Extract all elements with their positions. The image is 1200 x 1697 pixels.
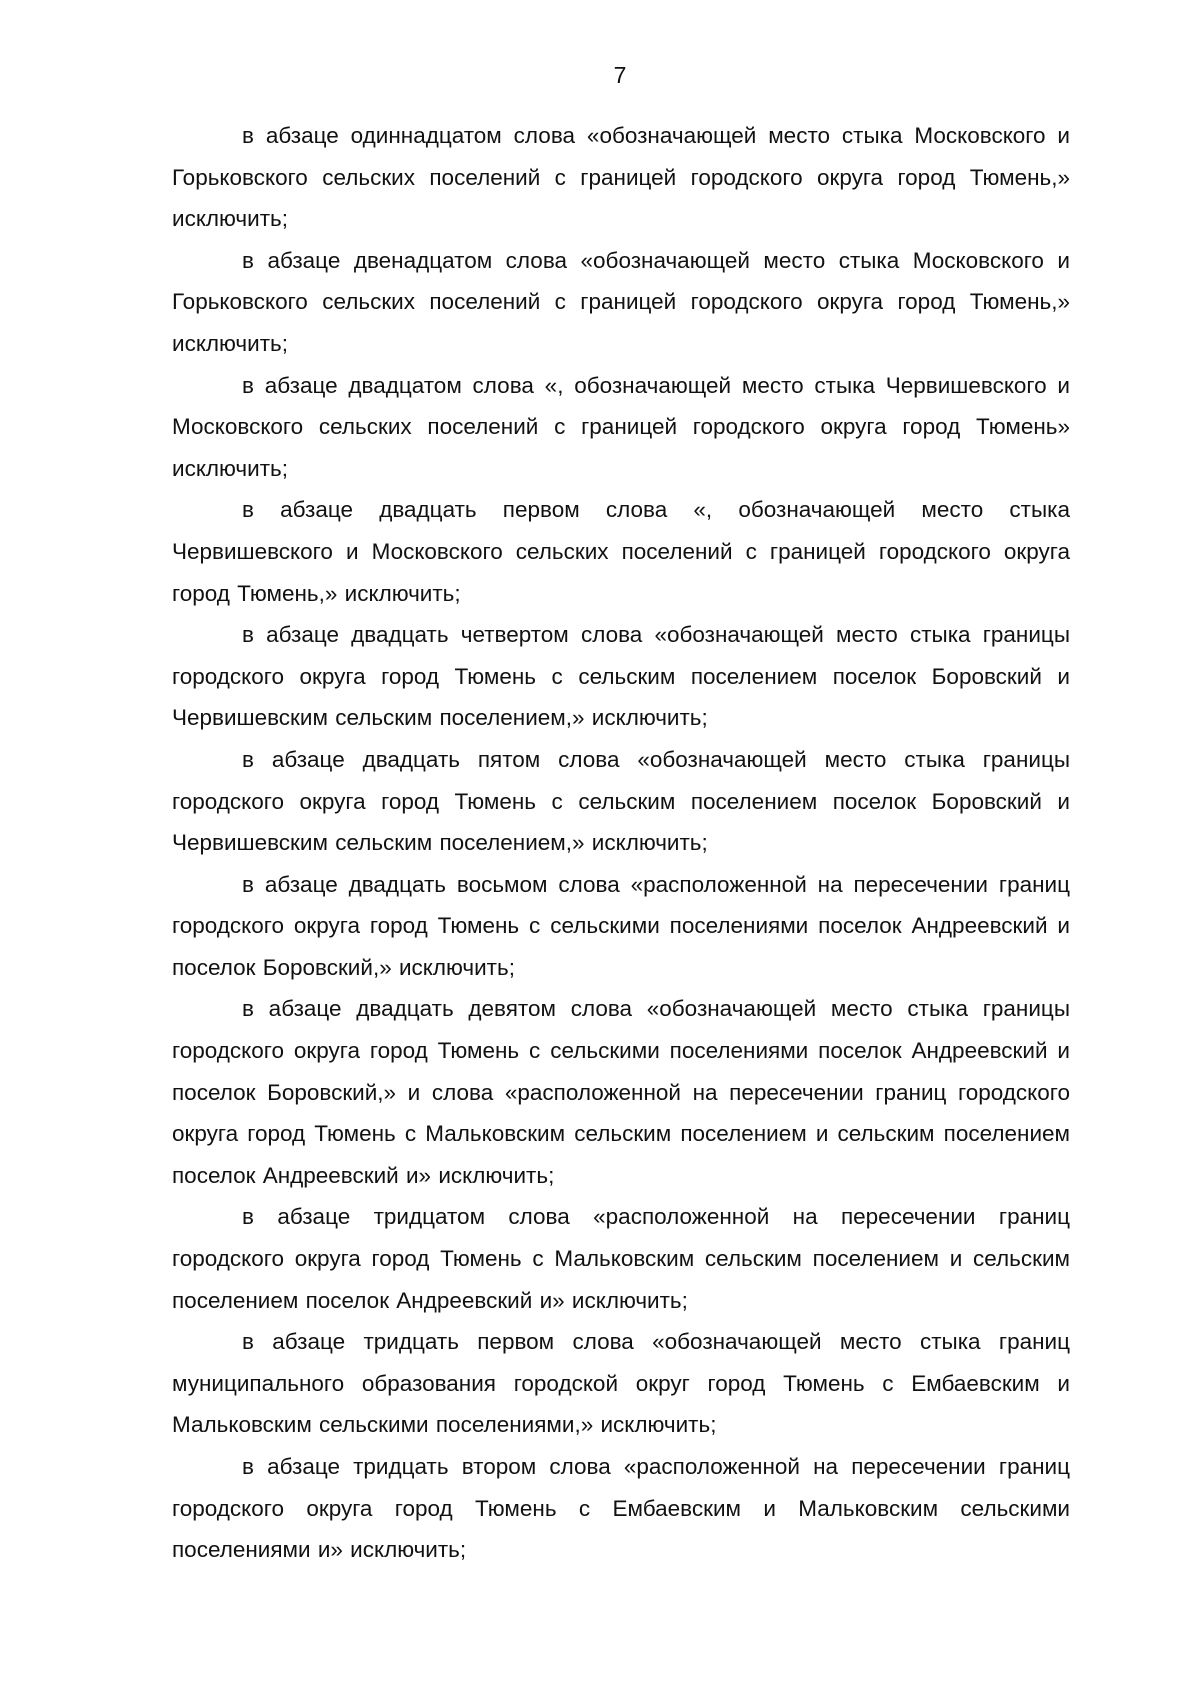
paragraph-4: в абзаце двадцать первом слова «, обозначающей место стыка Червишевского и Московского сельских поселений с границей городского округа город Тюмень,» исключить; <box>172 497 1070 606</box>
paragraph-10: в абзаце тридцать первом слова «обозначающей место стыка границ муниципального образования городской округ город Тюмень с Ембаевским и Мальковским сельскими поселениями,» исключить; <box>172 1329 1070 1438</box>
document-body <box>172 115 1070 1571</box>
paragraph-9: в абзаце тридцатом слова «расположенной на пересечении границ городского округа город Тюмень с Мальковским сельским поселением и сельским поселением поселок Андреевский и» исключить; <box>172 1204 1070 1313</box>
paragraph-6: в абзаце двадцать пятом слова «обозначающей место стыка границы городского округа город Тюмень с сельским поселением поселок Боровский и Червишевским сельским поселением,» исключить; <box>172 746 1070 856</box>
paragraph-1: в абзаце одиннадцатом слова «обозначающей место стыка Московского и Горьковского сельских поселений с границей городского округа город Тюмень,» исключить; <box>172 123 1070 232</box>
paragraph-2: в абзаце двенадцатом слова «обозначающей место стыка Московского и Горьковского сельских поселений с границей городского округа город Тюмень,» исключить; <box>172 247 1070 356</box>
paragraph-5: в абзаце двадцать четвертом слова «обозначающей место стыка границы городского округа город Тюмень с сельским поселением поселок Боровский и Червишевским сельским поселением,» исключить; <box>172 622 1070 731</box>
paragraph-3: в абзаце двадцатом слова «, обозначающей место стыка Червишевского и Московского сельских поселений с границей городского округа город Тюмень» исключить; <box>172 372 1070 481</box>
paragraph-8: в абзаце двадцать девятом слова «обозначающей место стыка границы городского округа город Тюмень с сельскими поселениями поселок Андреевский и поселок Боровский,» и слова «расположенной на пересечении границ городского округа город Тюмень с Мальковским сельским поселением и сельским поселением поселок Андреевский и» исключить; <box>172 996 1070 1188</box>
paragraph-11: в абзаце тридцать втором слова «расположенной на пересечении границ городского округа город Тюмень с Ембаевским и Мальковским сельскими поселениями и» исключить; <box>172 1454 1070 1563</box>
paragraph-7: в абзаце двадцать восьмом слова «расположенной на пересечении границ городского округа город Тюмень с сельскими поселениями поселок Андреевский и поселок Боровский,» исключить; <box>172 871 1070 980</box>
page-number: 7 <box>613 62 627 88</box>
